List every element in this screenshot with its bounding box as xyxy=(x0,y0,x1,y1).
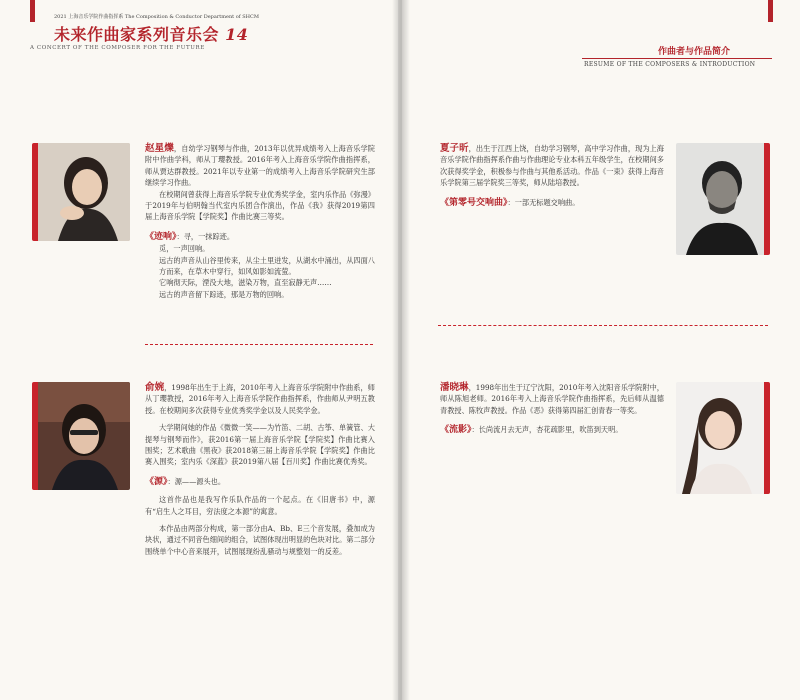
portrait-image xyxy=(676,143,764,255)
composer-photo-xia xyxy=(676,143,770,255)
composer-photo-yu xyxy=(32,382,130,490)
header-accent-bar xyxy=(30,0,35,22)
section-title: 作曲者与作品简介 xyxy=(658,47,731,57)
composer-bio-yu: 俞婉，1998年出生于上海，2010年考入上海音乐学院附中作曲系，师从丁瓔教授，2016年考入上海音乐学院作曲指挥系，作曲师从尹明五教授。在校期间多次获得专业优秀奖学金以及人民奖学金。 大学期间她的作品《微微一笑——为竹笛、二胡、古筝、单簧管、大提琴与钢琴而作》，获2016第一届上海音乐学院【学院奖】作曲比赛入围奖；艺术歌曲《黑夜》获2018第三届上海音乐学院【学院奖】作曲比赛入围奖；室内乐《深蓝》获2019第八届【百川奖】作曲比赛优秀奖。 《源》：源——源头也。 这首作品也是我写作乐队作品的一个起点。在《旧唐书》中，源有“启生人之耳目，穷法度之本源”的寓意。 本作品由两部分构成，第一部分由A、Bb、E三个音发展，叠加成为块状，通过不同音色细间的组合，试图体现出明显的色块对比。第二部分围绕单个中心音来展开，试图展现纷乱骚动与规整划一的反差。 xyxy=(145,382,376,556)
composer-photo-pan xyxy=(676,382,770,494)
composer-bio-xia: 夏子昕，出生于江西上饶，自幼学习钢琴，高中学习作曲，现为上海音乐学院作曲指挥系作曲与作曲理论专业本科五年级学生，在校期间多次获得奖学金，积极参与作曲与其他系活动。作品《一束》获得上海音乐学院第三届学院奖三等奖，师从陆培教授。 《第零号交响曲》：一部无标题交响曲。 xyxy=(440,143,664,208)
section-divider xyxy=(438,325,768,326)
concert-number: 14 xyxy=(225,25,249,44)
left-page xyxy=(0,0,398,700)
header-small-line: 2021 上海音乐学院作曲指挥系 The Composition & Conductor Department of SHCM xyxy=(54,14,259,20)
composer-bio-zhao: 赵星爍，自幼学习钢琴与作曲，2013年以优异成绩考入上海音乐学院附中作曲学科，师从丁瓔教授。2016年考入上海音乐学院作曲指挥系，师从贾达群教授。2021年以专业第一的成绩考入上海音乐学院研究生部继续学习作曲。 在校期间曾获得上海音乐学院专业优秀奖学金，室内乐作品《弥漫》于2019年与伯明翰当代室内乐团合作演出，作品《我》获得2019第四届上海音乐学院【学院奖】作曲比赛三等奖。 《迹响》：寻，一抹踪迹。 觅，一声回响。 远古的声音从山谷里传来，从尘土里迸发，从湖水中涌出，从四面八方而来，在草木中穿行，如风如影如流萤。 它响彻天际，湮没大地，滋染万物，直至寂静无声…… 远古的声音留下踪迹，那是万物的回响。 xyxy=(145,143,375,299)
header-accent-bar xyxy=(768,0,773,22)
work-poem: 觅，一声回响。 远古的声音从山谷里传来，从尘土里迸发，从湖水中涌出，从四面八方而来，在草木中穿行，如风如影如流萤。 它响彻天际，湮没大地，滋染万物，直至寂静无声…… 远古的声音留下踪迹，那是万物的回响。 xyxy=(159,244,375,299)
composer-photo-zhao xyxy=(32,143,130,241)
work-title: 《流影》 xyxy=(440,425,472,436)
section-subtitle: RESUME OF THE COMPOSERS & INTRODUCTION xyxy=(584,61,756,68)
book-spine xyxy=(392,0,410,700)
composer-name: 夏子昕 xyxy=(440,143,469,154)
concert-subtitle: A CONCERT OF THE COMPOSER FOR THE FUTURE xyxy=(30,45,205,51)
portrait-image xyxy=(676,382,764,494)
portrait-image xyxy=(38,382,130,490)
section-divider xyxy=(145,344,373,345)
work-title: 《源》 xyxy=(145,476,168,487)
composer-name: 赵星爍 xyxy=(145,143,174,154)
portrait-image xyxy=(38,143,130,241)
composer-name: 俞婉 xyxy=(145,382,165,393)
work-title: 《第零号交响曲》 xyxy=(440,197,508,208)
composer-bio-pan: 潘晓琳，1998年出生于辽宁沈阳，2010年考入沈阳音乐学院附中，师从陈旭老师。2016年考入上海音乐学院作曲指挥系，先后师从温德青教授、陈牧声教授。作品《恶》获得第四届汇创青春一等奖。 《流影》：长尚流月去无声，杏花疏影里，吹笛到天明。 xyxy=(440,382,664,436)
concert-title: 未来作曲家系列音乐会 14 xyxy=(54,25,249,44)
right-page xyxy=(402,0,800,700)
header-rule xyxy=(582,58,772,59)
composer-name: 潘晓琳 xyxy=(440,382,469,393)
work-title: 《迹响》 xyxy=(145,231,177,242)
